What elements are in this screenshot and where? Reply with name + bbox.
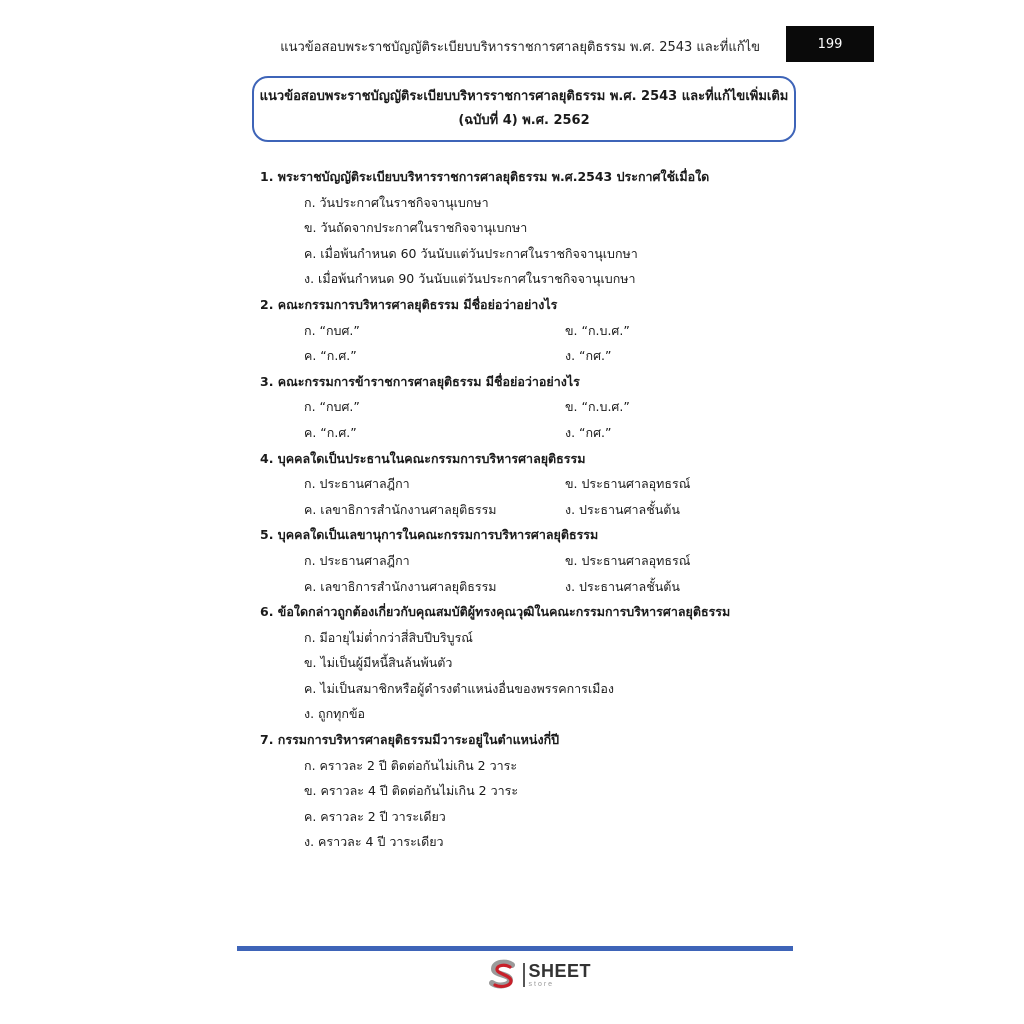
option: ข. คราวละ 4 ปี ติดต่อกันไม่เกิน 2 วาระ [304,783,519,799]
option: ค. “ก.ศ.” [304,348,357,364]
option: ข. “ก.บ.ศ.” [565,322,630,338]
option: ข. ประธานศาลอุทธรณ์ [565,476,691,492]
footer-rule [237,946,793,951]
question-4: 4. บุคคลใดเป็นประธานในคณะกรรมการบริหารศาลยุติธรรม [260,450,586,466]
question-list [260,164,800,855]
running-header: แนวข้อสอบพระราชบัญญัติระเบียบบริหารราชการศาลยุติธรรม พ.ศ. 2543 และที่แก้ไข [280,40,760,55]
option-row [260,497,800,523]
option: ง. ถูกทุกข้อ [304,706,366,722]
title-box [252,76,796,142]
option-row [260,318,800,344]
option: ก. ประธานศาลฎีกา [304,476,410,492]
question-1: 1. พระราชบัญญัติระเบียบบริหารราชการศาลยุติธรรม พ.ศ.2543 ประกาศใช้เมื่อใด [260,169,710,184]
page-number: 199 [786,26,874,62]
title-line-2: (ฉบับที่ 4) พ.ศ. 2562 [458,113,590,128]
option: ค. เลขาธิการสำนักงานศาลยุติธรรม [304,501,497,517]
option: ง. คราวละ 4 ปี วาระเดียว [304,834,444,850]
option: ข. ไม่เป็นผู้มีหนี้สินล้นพ้นตัว [304,655,453,671]
question-2: 2. คณะกรรมการบริหารศาลยุติธรรม มีชื่อย่อว่าอย่างไร [260,296,558,312]
option-row [260,420,800,446]
option: ก. วันประกาศในราชกิจจานุเบกษา [304,194,489,210]
option: ข. “ก.บ.ศ.” [565,399,630,415]
sheet-store-logo-icon [486,959,520,991]
option: ก. มีอายุไม่ต่ำกว่าสี่สิบปีบริบูรณ์ [304,629,473,645]
title-line-1: แนวข้อสอบพระราชบัญญัติระเบียบบริหารราชการศาลยุติธรรม พ.ศ. 2543 และที่แก้ไขเพิ่มเติม [259,89,789,104]
option: ง. ประธานศาลชั้นต้น [565,578,680,594]
option: ง. “กศ.” [565,424,612,440]
logo-name: SHEET [528,961,592,981]
option: ค. คราวละ 2 ปี วาระเดียว [304,808,446,824]
option: ก. “กบศ.” [304,322,360,338]
option: ข. วันถัดจากประกาศในราชกิจจานุเบกษา [304,220,528,236]
option: ก. “กบศ.” [304,399,360,415]
logo-sub: store [528,981,555,988]
option: ก. ประธานศาลฎีกา [304,552,410,568]
sheet-store-logo [486,958,591,992]
question-7: 7. กรรมการบริหารศาลยุติธรรมมีวาระอยู่ในตำแหน่งกี่ปี [260,732,560,748]
option: ค. “ก.ศ.” [304,424,357,440]
option-row [260,574,800,600]
logo-divider [523,963,525,987]
option: ค. เลขาธิการสำนักงานศาลยุติธรรม [304,578,497,594]
question-5: 5. บุคคลใดเป็นเลขานุการในคณะกรรมการบริหารศาลยุติธรรม [260,527,599,543]
option-row [260,343,800,369]
option: ง. “กศ.” [565,348,612,364]
option: ค. ไม่เป็นสมาชิกหรือผู้ดำรงตำแหน่งอื่นของพรรคการเมือง [304,680,615,696]
option: ข. ประธานศาลอุทธรณ์ [565,552,691,568]
option: ง. เมื่อพ้นกำหนด 90 วันนับแต่วันประกาศในราชกิจจานุเบกษา [304,271,636,287]
question-6: 6. ข้อใดกล่าวถูกต้องเกี่ยวกับคุณสมบัติผู้ทรงคุณวุฒิในคณะกรรมการบริหารศาลยุติธรรม [260,604,731,620]
option-row [260,548,800,574]
option: ค. เมื่อพ้นกำหนด 60 วันนับแต่วันประกาศในราชกิจจานุเบกษา [304,245,638,261]
option-row [260,394,800,420]
question-3: 3. คณะกรรมการข้าราชการศาลยุติธรรม มีชื่อย่อว่าอย่างไร [260,373,580,389]
option-row [260,471,800,497]
option: ก. คราวละ 2 ปี ติดต่อกันไม่เกิน 2 วาระ [304,757,518,773]
option: ง. ประธานศาลชั้นต้น [565,501,680,517]
logo-text [529,962,592,988]
